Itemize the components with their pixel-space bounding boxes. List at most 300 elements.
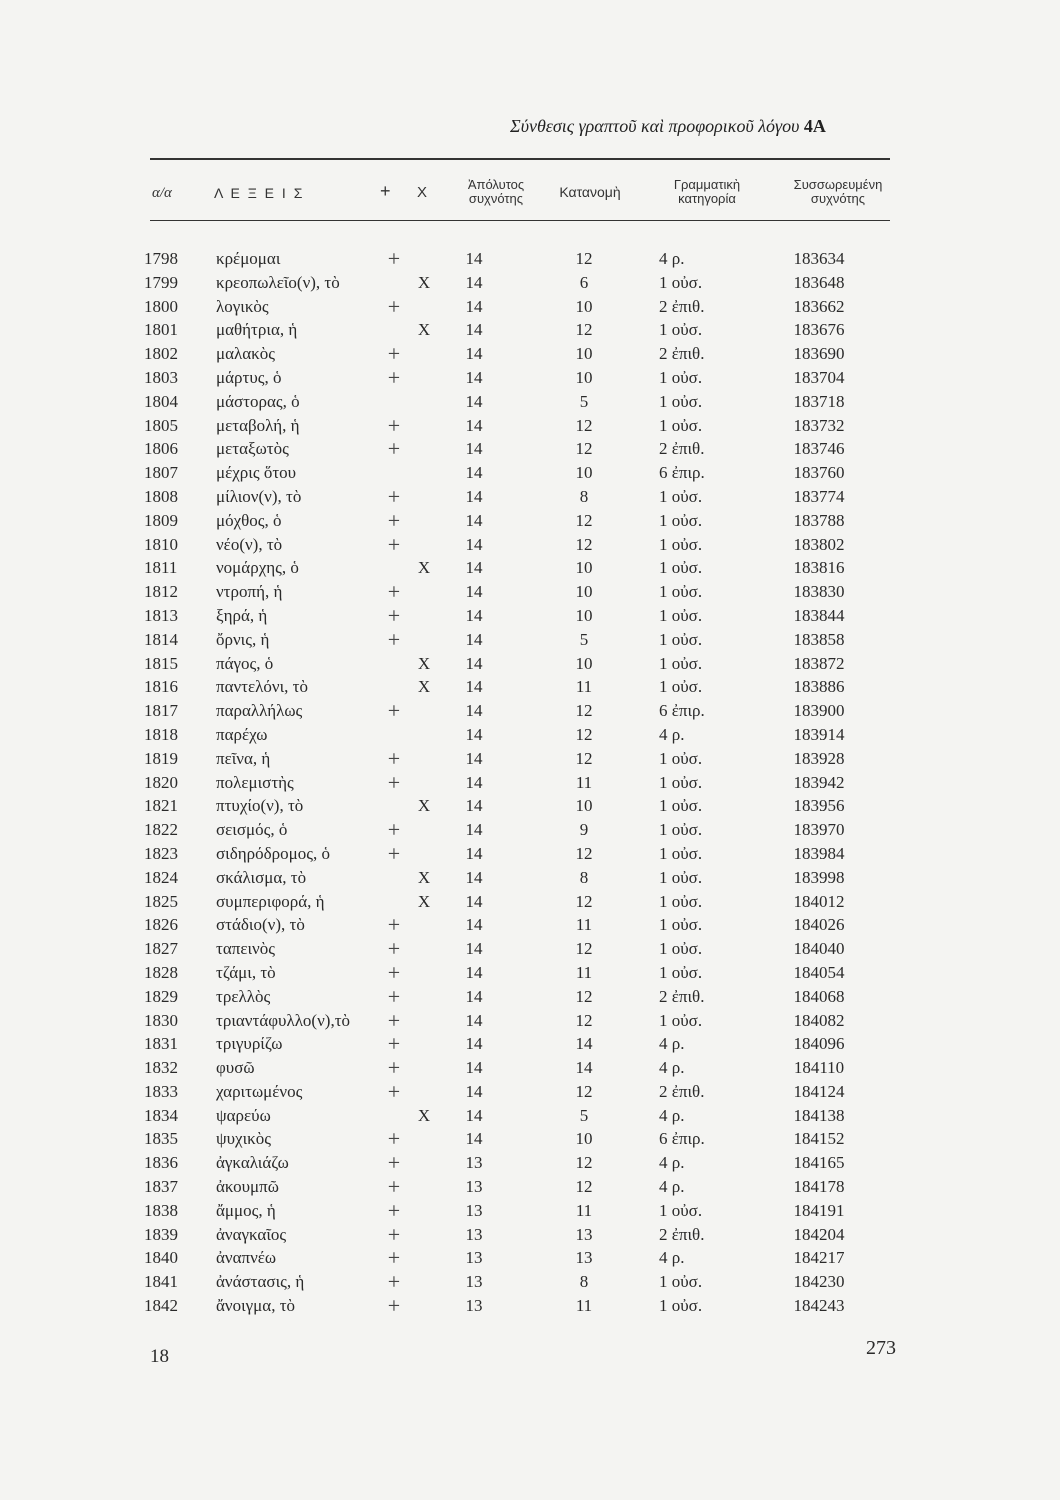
row-absolute-frequency: 14 [465,391,483,411]
row-x-mark [409,342,439,366]
row-absolute-frequency: 13 [465,1248,483,1268]
row-absolute-frequency: 13 [465,1177,483,1197]
row-cumulative-frequency: 183830 [793,582,845,602]
row-grammatical-category: 1 οὐσ. [659,653,703,673]
row-absolute-frequency: 14 [465,486,483,506]
row-x-mark: Χ [417,272,431,292]
row-word: ψυχικὸς [216,1129,271,1149]
row-grammatical-category: 1 οὐσ. [659,748,703,768]
row-number: 1819 [144,748,178,768]
row-plus-mark: + [387,1174,401,1200]
row-distribution: 12 [575,939,593,959]
table-row [140,461,879,485]
col-header-cum-freq [778,178,898,206]
row-plus-mark: + [387,983,401,1009]
row-number: 1802 [144,344,178,364]
row-absolute-frequency: 14 [465,510,483,530]
row-absolute-frequency: 14 [465,558,483,578]
row-cumulative-frequency: 183732 [793,415,845,435]
row-distribution: 12 [575,320,593,340]
col-header-aa: α/α [152,185,172,201]
row-absolute-frequency: 14 [465,867,483,887]
row-grammatical-category: 1 οὐσ. [659,272,703,292]
row-plus-mark [379,1104,409,1128]
table-row [140,366,879,390]
row-distribution: 10 [575,558,593,578]
row-x-mark [409,747,439,771]
row-number: 1799 [144,272,178,292]
row-x-mark: Χ [417,558,431,578]
row-grammatical-category: 1 οὐσ. [659,772,703,792]
running-head-title: Σύνθεσις γραπτοῦ καὶ προφορικοῦ λόγου [510,116,800,136]
row-x-mark [409,961,439,985]
row-word: νομάρχης, ὁ [216,558,299,578]
row-plus-mark [379,675,409,699]
table-row [140,414,879,438]
row-absolute-frequency: 14 [465,1034,483,1054]
row-number: 1840 [144,1248,178,1268]
row-number: 1832 [144,1058,178,1078]
row-number: 1830 [144,1010,178,1030]
row-grammatical-category: 4 ρ. [659,1105,685,1125]
row-plus-mark: + [387,1245,401,1271]
row-grammatical-category: 4 ρ. [659,724,685,744]
row-absolute-frequency: 14 [465,439,483,459]
row-number: 1826 [144,915,178,935]
row-number: 1831 [144,1034,178,1054]
row-grammatical-category: 1 οὐσ. [659,558,703,578]
row-plus-mark: + [387,293,401,319]
row-number: 1829 [144,986,178,1006]
table-row [140,842,879,866]
row-distribution: 11 [575,677,593,697]
row-plus-mark: + [387,364,401,390]
row-number: 1827 [144,939,178,959]
row-plus-mark: + [387,745,401,771]
row-absolute-frequency: 14 [465,748,483,768]
table-row [140,1009,879,1033]
header-rule-top [150,158,890,160]
row-grammatical-category: 4 ρ. [659,1058,685,1078]
row-plus-mark: + [387,507,401,533]
row-cumulative-frequency: 184096 [793,1034,845,1054]
row-grammatical-category: 4 ρ. [659,1248,685,1268]
row-number: 1839 [144,1224,178,1244]
row-distribution: 5 [579,1105,589,1125]
row-absolute-frequency: 14 [465,605,483,625]
row-absolute-frequency: 14 [465,534,483,554]
row-number: 1808 [144,486,178,506]
row-absolute-frequency: 14 [465,796,483,816]
row-number: 1837 [144,1177,178,1197]
row-distribution: 10 [575,605,593,625]
row-number: 1820 [144,772,178,792]
row-x-mark [409,699,439,723]
row-grammatical-category: 1 οὐσ. [659,320,703,340]
row-x-mark [409,628,439,652]
row-absolute-frequency: 14 [465,1010,483,1030]
table-row [140,985,879,1009]
row-cumulative-frequency: 184152 [793,1129,845,1149]
row-absolute-frequency: 14 [465,843,483,863]
row-distribution: 12 [575,534,593,554]
row-plus-mark [379,652,409,676]
row-x-mark [409,1246,439,1270]
row-grammatical-category: 2 ἐπιθ. [659,439,705,459]
row-number: 1838 [144,1200,178,1220]
row-distribution: 13 [575,1224,593,1244]
row-absolute-frequency: 14 [465,415,483,435]
row-number: 1809 [144,510,178,530]
row-cumulative-frequency: 183914 [793,724,845,744]
table-row [140,652,879,676]
row-absolute-frequency: 14 [465,820,483,840]
row-distribution: 12 [575,415,593,435]
row-distribution: 12 [575,724,593,744]
row-distribution: 9 [579,820,589,840]
row-plus-mark: + [387,1126,401,1152]
row-cumulative-frequency: 183844 [793,605,845,625]
row-plus-mark: + [387,1150,401,1176]
row-grammatical-category: 4 ρ. [659,1153,685,1173]
row-absolute-frequency: 14 [465,701,483,721]
row-cumulative-frequency: 183704 [793,367,845,387]
row-cumulative-frequency: 184191 [793,1200,845,1220]
row-cumulative-frequency: 183956 [793,796,845,816]
row-plus-mark [379,723,409,747]
row-number: 1807 [144,463,178,483]
row-absolute-frequency: 14 [465,986,483,1006]
row-plus-mark: + [387,959,401,985]
row-number: 1801 [144,320,178,340]
row-cumulative-frequency: 183690 [793,344,845,364]
table-row [140,890,879,914]
word-frequency-rows [140,247,879,1318]
row-word: πάγος, ὁ [216,653,274,673]
row-cumulative-frequency: 184138 [793,1105,845,1125]
row-plus-mark: + [387,1221,401,1247]
row-cumulative-frequency: 184124 [793,1081,845,1101]
row-plus-mark: + [387,1078,401,1104]
row-grammatical-category: 4 ρ. [659,249,685,268]
row-plus-mark: + [387,246,401,271]
row-cumulative-frequency: 183634 [793,249,845,268]
row-x-mark [409,913,439,937]
row-word: μόχθος, ὁ [216,510,282,530]
row-cumulative-frequency: 184243 [793,1296,845,1316]
page-number-right: 273 [866,1337,896,1359]
row-word: συμπεριφορά, ἡ [216,891,325,911]
table-row [140,1056,879,1080]
table-row [140,794,879,818]
row-x-mark [409,604,439,628]
row-cumulative-frequency: 184230 [793,1272,845,1292]
row-plus-mark [379,890,409,914]
row-x-mark: Χ [417,320,431,340]
row-word: τριαντάφυλλο(ν),τὸ [216,1010,351,1030]
row-plus-mark: + [387,936,401,962]
row-cumulative-frequency: 184054 [793,962,845,982]
col-header-cum-freq-line2: συχνότης [810,191,866,206]
row-word: ψαρεύω [216,1105,271,1125]
table-row [140,747,879,771]
row-number: 1833 [144,1081,178,1101]
row-number: 1815 [144,653,178,673]
row-word: κρέμομαι [216,249,281,268]
row-number: 1806 [144,439,178,459]
col-header-abs-freq-line1: Ἀπόλυτος [467,177,525,192]
row-distribution: 6 [579,272,589,292]
row-word: μάστορας, ὁ [216,391,300,411]
running-head [510,116,890,137]
table-row [140,556,879,580]
row-word: ἄμμος, ἡ [216,1200,276,1220]
row-x-mark [409,818,439,842]
row-x-mark [409,485,439,509]
table-row [140,580,879,604]
row-number: 1804 [144,391,178,411]
row-word: μίλιον(ν), τὸ [216,486,302,506]
row-number: 1798 [144,249,178,268]
row-grammatical-category: 4 ρ. [659,1177,685,1197]
row-absolute-frequency: 14 [465,344,483,364]
row-number: 1835 [144,1129,178,1149]
row-distribution: 11 [575,1200,593,1220]
row-word: στάδιο(ν), τὸ [216,915,305,935]
row-cumulative-frequency: 183774 [793,486,845,506]
row-x-mark [409,1151,439,1175]
row-cumulative-frequency: 183788 [793,510,845,530]
row-plus-mark: + [387,1269,401,1295]
table-row [140,913,879,937]
table-row [140,437,879,461]
row-cumulative-frequency: 183886 [793,677,845,697]
row-word: ἄνοιγμα, τὸ [216,1296,296,1316]
row-x-mark [409,1294,439,1318]
col-header-abs-freq-line2: συχνότης [468,191,524,206]
row-grammatical-category: 1 οὐσ. [659,415,703,435]
row-word: μεταξωτὸς [216,439,289,459]
table-row [140,509,879,533]
row-grammatical-category: 1 οὐσ. [659,1296,703,1316]
row-plus-mark: + [387,602,401,628]
row-distribution: 5 [579,391,589,411]
row-word: μαλακὸς [216,344,275,364]
row-plus-mark: + [387,817,401,843]
row-absolute-frequency: 14 [465,677,483,697]
row-number: 1834 [144,1105,178,1125]
row-absolute-frequency: 14 [465,320,483,340]
row-word: παντελόνι, τὸ [216,677,308,697]
row-absolute-frequency: 13 [465,1224,483,1244]
row-grammatical-category: 1 οὐσ. [659,534,703,554]
table-row [140,937,879,961]
row-cumulative-frequency: 183970 [793,820,845,840]
row-grammatical-category: 1 οὐσ. [659,486,703,506]
row-word: πτυχίο(ν), τὸ [216,796,304,816]
row-absolute-frequency: 14 [465,724,483,744]
col-header-plus: + [380,181,391,201]
header-rule-bottom [150,220,890,221]
col-header-gram-cat-line1: Γραμματικὴ [673,177,741,192]
col-header-gram-cat-line2: κατηγορία [678,191,736,206]
row-number: 1817 [144,701,178,721]
row-cumulative-frequency: 183872 [793,653,845,673]
row-number: 1800 [144,296,178,316]
row-distribution: 12 [575,439,593,459]
row-word: ταπεινὸς [216,939,275,959]
table-row [140,1246,879,1270]
row-grammatical-category: 1 οὐσ. [659,510,703,530]
row-grammatical-category: 4 ρ. [659,1034,685,1054]
row-grammatical-category: 1 οὐσ. [659,582,703,602]
row-absolute-frequency: 14 [465,939,483,959]
row-distribution: 11 [575,1296,593,1316]
row-x-mark [409,1056,439,1080]
row-grammatical-category: 6 ἐπιρ. [659,701,705,721]
row-word: ἀναπνέω [216,1248,277,1268]
row-absolute-frequency: 14 [465,296,483,316]
row-number: 1816 [144,677,178,697]
table-row [140,1151,879,1175]
row-plus-mark [379,794,409,818]
row-grammatical-category: 1 οὐσ. [659,1010,703,1030]
row-distribution: 11 [575,962,593,982]
table-row [140,723,879,747]
row-x-mark [409,1270,439,1294]
row-x-mark [409,580,439,604]
row-grammatical-category: 1 οὐσ. [659,391,703,411]
row-word: ἀγκαλιάζω [216,1153,289,1173]
row-number: 1823 [144,843,178,863]
row-plus-mark: + [387,840,401,866]
row-cumulative-frequency: 183760 [793,463,845,483]
table-row [140,1104,879,1128]
row-number: 1841 [144,1272,178,1292]
table-row [140,247,879,271]
table-row [140,485,879,509]
table-row [140,1175,879,1199]
row-absolute-frequency: 14 [465,891,483,911]
row-word: παραλλήλως [216,701,303,721]
row-plus-mark: + [387,436,401,462]
row-plus-mark [379,318,409,342]
row-plus-mark [379,556,409,580]
row-cumulative-frequency: 183928 [793,748,845,768]
row-grammatical-category: 1 οὐσ. [659,891,703,911]
row-distribution: 10 [575,463,593,483]
row-absolute-frequency: 14 [465,962,483,982]
row-distribution: 5 [579,629,589,649]
row-cumulative-frequency: 183718 [793,391,845,411]
running-head-code: 4Α [803,116,826,136]
row-word: τρελλὸς [216,986,271,1006]
row-absolute-frequency: 14 [465,915,483,935]
row-plus-mark: + [387,912,401,938]
row-distribution: 11 [575,772,593,792]
row-absolute-frequency: 14 [465,367,483,387]
row-plus-mark: + [387,769,401,795]
row-grammatical-category: 6 ἐπιρ. [659,1129,705,1149]
row-number: 1824 [144,867,178,887]
row-word: λογικὸς [216,296,269,316]
row-distribution: 10 [575,653,593,673]
row-distribution: 13 [575,1248,593,1268]
row-cumulative-frequency: 183998 [793,867,845,887]
row-cumulative-frequency: 183984 [793,843,845,863]
row-cumulative-frequency: 183676 [793,320,845,340]
row-cumulative-frequency: 183746 [793,439,845,459]
row-number: 1828 [144,962,178,982]
row-word: πολεμιστὴς [216,772,294,792]
table-row [140,961,879,985]
row-plus-mark: + [387,483,401,509]
row-distribution: 12 [575,1153,593,1173]
row-grammatical-category: 1 οὐσ. [659,796,703,816]
row-word: πεῖνα, ἡ [216,748,271,768]
row-plus-mark: + [387,1293,401,1319]
col-header-abs-freq [446,178,546,206]
row-word: παρέχω [216,724,268,744]
row-distribution: 10 [575,296,593,316]
table-row [140,342,879,366]
row-distribution: 10 [575,582,593,602]
row-word: ἀκουμπῶ [216,1177,279,1197]
row-word: τριγυρίζω [216,1034,283,1054]
row-x-mark [409,295,439,319]
row-word: μάρτυς, ὁ [216,367,282,387]
row-distribution: 12 [575,510,593,530]
row-grammatical-category: 1 οὐσ. [659,629,703,649]
row-grammatical-category: 1 οὐσ. [659,605,703,625]
row-absolute-frequency: 14 [465,1081,483,1101]
row-number: 1842 [144,1296,178,1316]
table-row [140,675,879,699]
col-header-gram-cat [652,178,762,206]
row-distribution: 14 [575,1034,593,1054]
row-word: σιδηρόδρομος, ὁ [216,843,330,863]
row-grammatical-category: 2 ἐπιθ. [659,1081,705,1101]
row-distribution: 14 [575,1058,593,1078]
row-distribution: 12 [575,891,593,911]
row-distribution: 10 [575,796,593,816]
row-plus-mark: + [387,698,401,724]
row-plus-mark: + [387,1055,401,1081]
row-absolute-frequency: 14 [465,772,483,792]
row-x-mark: Χ [417,867,431,887]
row-distribution: 10 [575,367,593,387]
row-x-mark [409,985,439,1009]
table-row [140,1294,879,1318]
row-plus-mark [379,390,409,414]
row-cumulative-frequency: 184040 [793,939,845,959]
row-absolute-frequency: 14 [465,463,483,483]
row-word: ξηρά, ἡ [216,605,268,625]
row-distribution: 12 [575,1177,593,1197]
row-cumulative-frequency: 184012 [793,891,845,911]
row-x-mark [409,1009,439,1033]
row-cumulative-frequency: 184204 [793,1224,845,1244]
row-number: 1812 [144,582,178,602]
row-number: 1825 [144,891,178,911]
row-grammatical-category: 1 οὐσ. [659,367,703,387]
table-row [140,1270,879,1294]
row-plus-mark [379,866,409,890]
row-x-mark [409,533,439,557]
row-x-mark [409,247,439,271]
row-x-mark [409,461,439,485]
row-number: 1818 [144,724,178,744]
